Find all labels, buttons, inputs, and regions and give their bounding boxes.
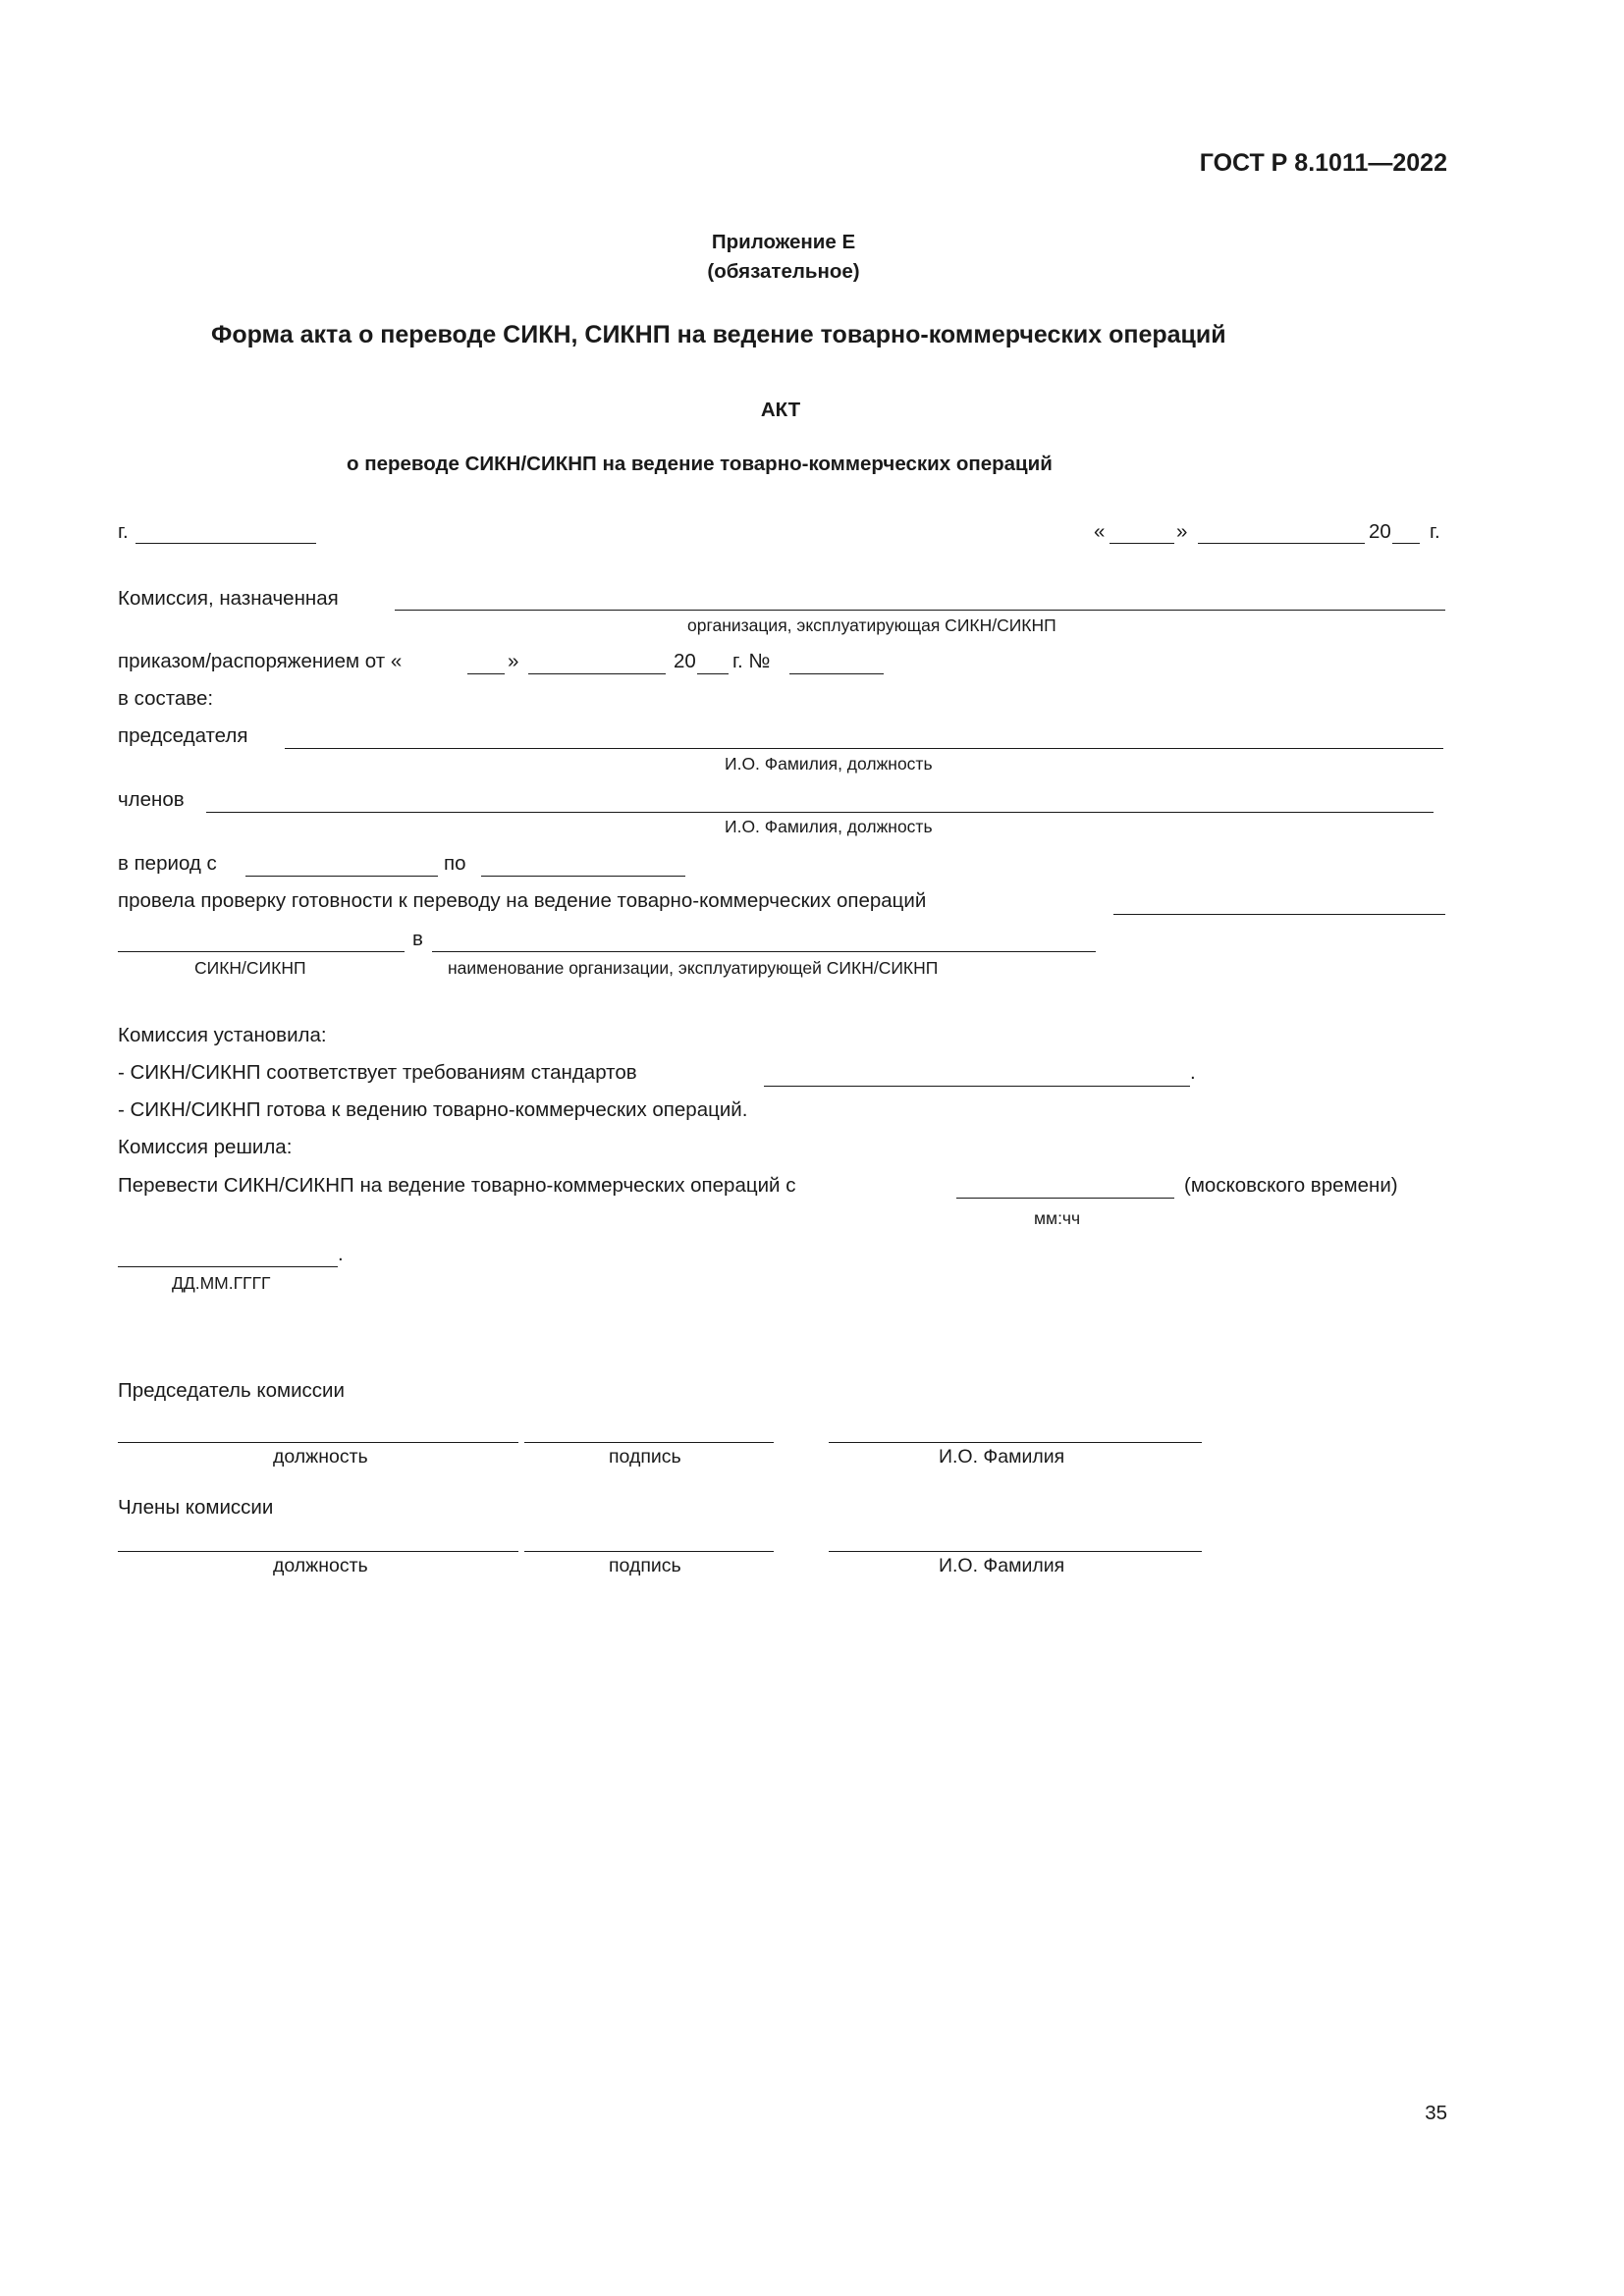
organization-hint: организация, эксплуатирующая СИКН/СИКНП	[687, 615, 1056, 635]
city-field[interactable]	[135, 543, 316, 544]
member-position-field[interactable]	[118, 1551, 518, 1552]
city-prefix: г.	[118, 520, 129, 543]
org-name-field[interactable]	[432, 951, 1096, 952]
established-label: Комиссия установила:	[118, 1024, 327, 1046]
chairman-signature-field[interactable]	[524, 1442, 774, 1443]
period-to-label: по	[444, 852, 466, 875]
chairman-position-hint: должность	[273, 1446, 368, 1468]
finding-ready: - СИКН/СИКНП готова к ведению товарно-коммерческих операций.	[118, 1098, 748, 1121]
date-quote-open: «	[1094, 520, 1106, 543]
order-month-field[interactable]	[528, 673, 666, 674]
commission-appointed-label: Комиссия, назначенная	[118, 587, 339, 610]
decided-label: Комиссия решила:	[118, 1136, 293, 1158]
sikn-hint: СИКН/СИКНП	[194, 958, 306, 978]
year-field[interactable]	[1392, 543, 1420, 544]
form-title: Форма акта о переводе СИКН, СИКНП на ведение товарно-коммерческих операций	[211, 321, 1226, 348]
chairman-name-field[interactable]	[829, 1442, 1202, 1443]
standard-number: ГОСТ Р 8.1011—2022	[1199, 149, 1447, 177]
org-name-hint: наименование организации, эксплуатирующей СИКН/СИКНП	[448, 958, 939, 978]
date-end: .	[338, 1243, 344, 1265]
member-signature-hint: подпись	[609, 1555, 681, 1576]
day-field[interactable]	[1110, 543, 1174, 544]
year-prefix: 20	[1369, 520, 1391, 543]
page-number: 35	[1425, 2102, 1447, 2124]
order-year-field[interactable]	[697, 673, 729, 674]
members-hint: И.О. Фамилия, должность	[725, 817, 933, 836]
members-label: членов	[118, 788, 185, 811]
month-field[interactable]	[1198, 543, 1365, 544]
chairman-hint: И.О. Фамилия, должность	[725, 754, 933, 774]
period-from-label: в период с	[118, 852, 217, 875]
member-position-hint: должность	[273, 1555, 368, 1576]
finding-standards: - СИКН/СИКНП соответствует требованиям стандартов	[118, 1061, 637, 1084]
appendix-title: Приложение Е	[711, 231, 856, 253]
act-subtitle: о переводе СИКН/СИКНП на ведение товарно-коммерческих операций	[347, 453, 1053, 475]
decision-time-field[interactable]	[956, 1198, 1174, 1199]
period-from-field[interactable]	[245, 876, 438, 877]
order-prefix: приказом/распоряжением от «	[118, 650, 403, 672]
composition-label: в составе:	[118, 687, 214, 710]
members-field[interactable]	[206, 812, 1434, 813]
chairman-signature-hint: подпись	[609, 1446, 681, 1468]
date-quote-close: »	[1176, 520, 1188, 543]
chairman-signature-label: Председатель комиссии	[118, 1379, 345, 1402]
order-quote-close: »	[508, 650, 519, 672]
chairman-position-field[interactable]	[118, 1442, 518, 1443]
time-zone-label: (московского времени)	[1184, 1174, 1398, 1197]
date-hint: ДД.ММ.ГГГГ	[172, 1273, 271, 1293]
period-to-field[interactable]	[481, 876, 685, 877]
decision-date-field[interactable]	[118, 1266, 338, 1267]
act-title: АКТ	[760, 399, 801, 421]
appendix-status: (обязательное)	[707, 260, 860, 283]
member-signature-field[interactable]	[524, 1551, 774, 1552]
members-signature-label: Члены комиссии	[118, 1496, 274, 1519]
check-field[interactable]	[1113, 914, 1445, 915]
year-suffix: г.	[1430, 520, 1440, 543]
in-word: в	[412, 928, 423, 950]
organization-field[interactable]	[395, 610, 1445, 611]
standards-field[interactable]	[764, 1086, 1190, 1087]
order-number-label: г. №	[732, 650, 771, 672]
order-year-prefix: 20	[674, 650, 696, 672]
check-text: провела проверку готовности к переводу на ведение товарно-коммерческих операций	[118, 889, 927, 912]
chairman-field[interactable]	[285, 748, 1443, 749]
order-number-field[interactable]	[789, 673, 884, 674]
finding-standards-end: .	[1190, 1061, 1196, 1084]
chairman-label: председателя	[118, 724, 248, 747]
order-day-field[interactable]	[467, 673, 505, 674]
member-name-hint: И.О. Фамилия	[939, 1555, 1065, 1576]
time-hint: мм:чч	[1034, 1208, 1081, 1228]
decision-text: Перевести СИКН/СИКНП на ведение товарно-коммерческих операций с	[118, 1174, 796, 1197]
member-name-field[interactable]	[829, 1551, 1202, 1552]
chairman-name-hint: И.О. Фамилия	[939, 1446, 1065, 1468]
sikn-field[interactable]	[118, 951, 405, 952]
